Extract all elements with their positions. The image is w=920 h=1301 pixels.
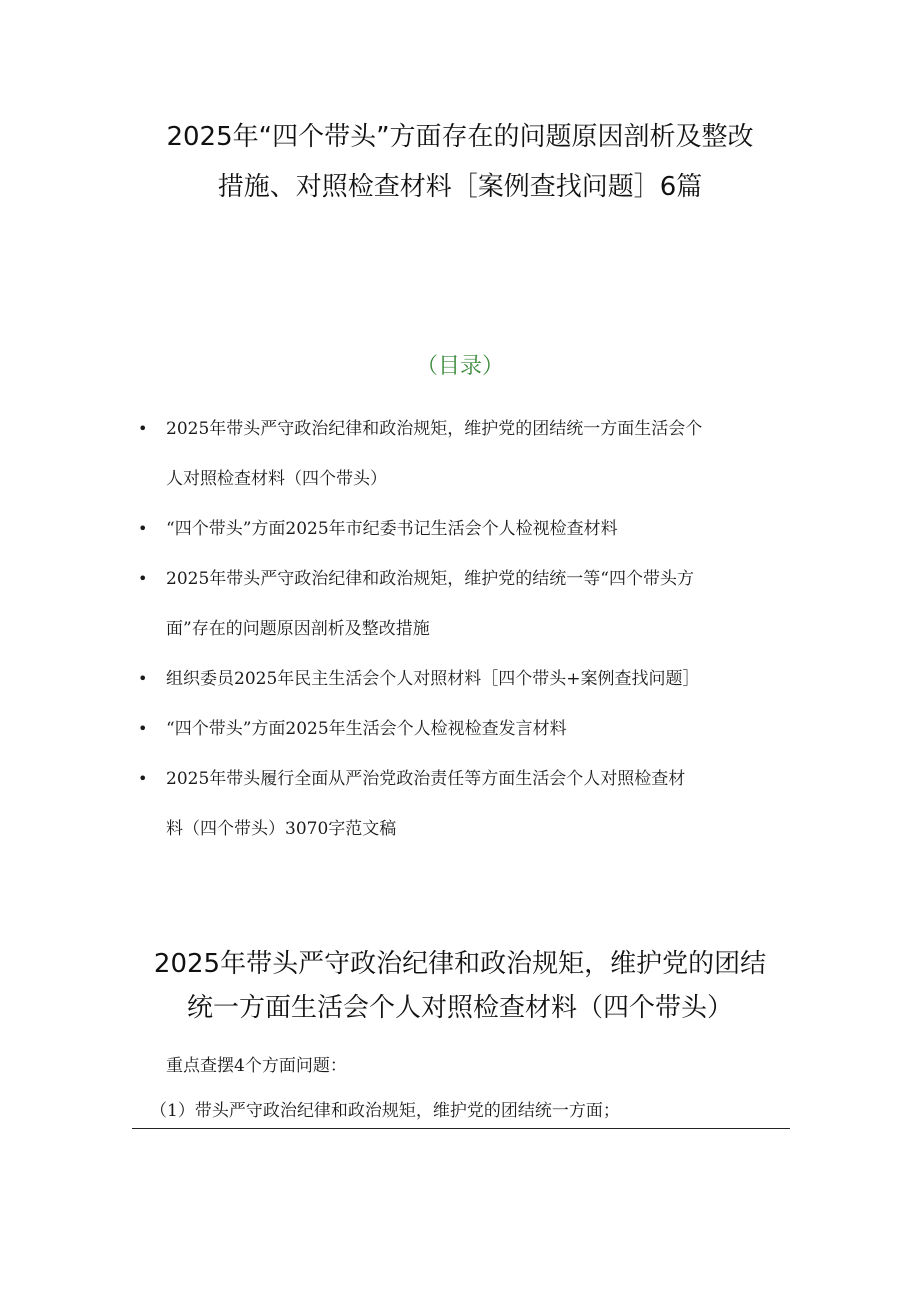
toc-item[interactable] bbox=[130, 404, 800, 504]
document-title bbox=[110, 112, 810, 212]
toc-item[interactable] bbox=[130, 504, 800, 554]
toc-item-line-1: “四个带头”方面2025年生活会个人检视检查发言材料 bbox=[166, 719, 567, 739]
bullet-icon: • bbox=[138, 719, 148, 738]
toc-item[interactable] bbox=[130, 654, 800, 704]
document-title-line-1: 2025年“四个带头”方面存在的问题原因剖析及整改 bbox=[166, 122, 754, 152]
section-title bbox=[110, 942, 810, 1030]
bullet-icon: • bbox=[138, 569, 148, 588]
toc-item-line-1: “四个带头”方面2025年市纪委书记生活会个人检视检查材料 bbox=[166, 519, 618, 539]
section-point-1: （1）带头严守政治纪律和政治规矩，维护党的团结统一方面； bbox=[150, 1101, 620, 1121]
toc-item[interactable] bbox=[130, 554, 800, 654]
section-intro: 重点查摆4个方面问题： bbox=[166, 1056, 347, 1076]
bullet-icon: • bbox=[138, 519, 148, 538]
toc-item-line-1: 组织委员2025年民主生活会个人对照材料［四个带头+案例查找问题］ bbox=[166, 669, 700, 689]
toc-item[interactable] bbox=[130, 754, 800, 854]
document-title-line-2: 措施、对照检查材料［案例查找问题］6篇 bbox=[217, 172, 703, 202]
page-divider bbox=[132, 1128, 790, 1129]
section-title-line-1: 2025年带头严守政治纪律和政治规矩，维护党的团结 bbox=[153, 949, 767, 979]
toc-item-line-1: 2025年带头履行全面从严治党政治责任等方面生活会个人对照检查材 bbox=[166, 769, 686, 789]
toc-item-line-2: 人对照检查材料（四个带头） bbox=[166, 469, 387, 489]
toc-list bbox=[130, 404, 800, 854]
toc-item-line-1: 2025年带头严守政治纪律和政治规矩，维护党的团结统一方面生活会个 bbox=[166, 419, 703, 439]
toc-item-line-1: 2025年带头严守政治纪律和政治规矩，维护党的结统一等“四个带头方 bbox=[166, 569, 694, 589]
toc-heading: （目录） bbox=[415, 354, 504, 379]
bullet-icon: • bbox=[138, 769, 148, 788]
bullet-icon: • bbox=[138, 669, 148, 688]
section-title-line-2: 统一方面生活会个人对照检查材料（四个带头） bbox=[186, 993, 733, 1023]
toc-item-line-2: 面”存在的问题原因剖析及整改措施 bbox=[166, 619, 430, 639]
bullet-icon: • bbox=[138, 419, 148, 438]
toc-item[interactable] bbox=[130, 704, 800, 754]
toc-item-line-2: 料（四个带头）3070字范文稿 bbox=[166, 819, 397, 839]
